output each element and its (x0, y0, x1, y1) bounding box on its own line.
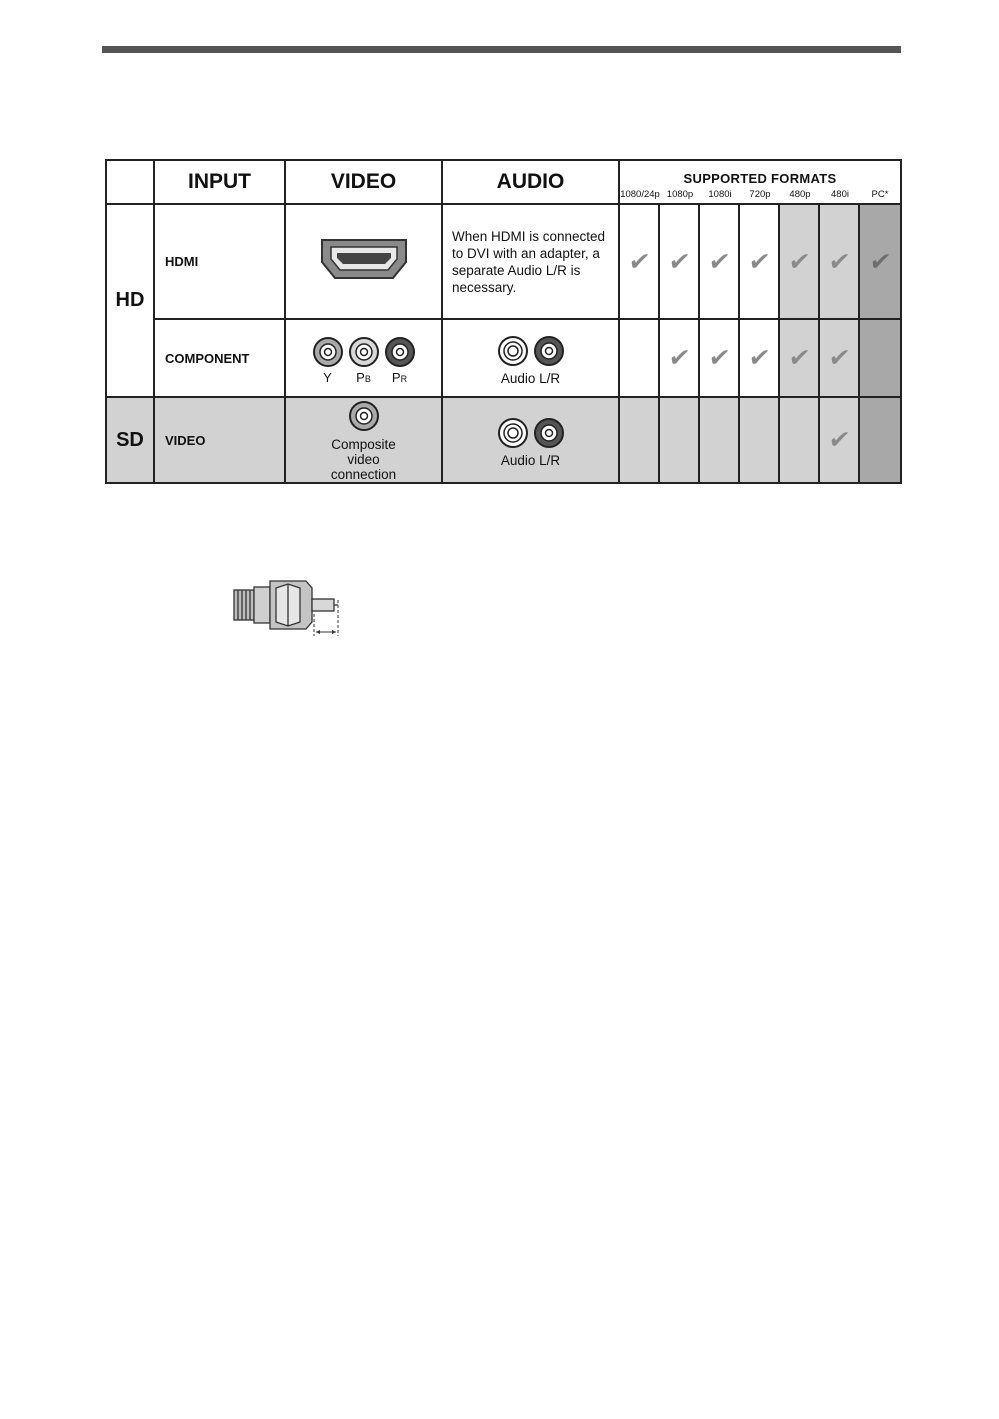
checkmark-icon: ✔ (666, 343, 692, 372)
check-cell (739, 204, 779, 319)
row-hdmi (106, 204, 901, 319)
format-label: 480i (831, 188, 849, 200)
row-video (106, 397, 901, 483)
top-rule (102, 46, 901, 53)
composite-caption: Composite video connection (330, 437, 397, 482)
coax-connector-illustration (232, 578, 344, 638)
audio-label: Audio L/R (500, 370, 561, 386)
check-cell (659, 204, 699, 319)
composite-jack (285, 397, 442, 483)
check-cell (859, 204, 901, 319)
input-hdmi: HDMI (154, 204, 285, 319)
header-video: VIDEO (285, 160, 442, 204)
label-y: Y (323, 369, 332, 385)
row-component (106, 319, 901, 397)
audio-right-jack-icon (533, 335, 565, 367)
check-cell (699, 319, 739, 397)
checkmark-icon: ✔ (746, 246, 772, 276)
input-video: VIDEO (154, 397, 285, 483)
format-label: 480p (789, 188, 811, 200)
check-cell (659, 319, 699, 397)
format-label: 720p (749, 188, 771, 200)
checkmark-icon: ✔ (666, 246, 692, 276)
checkmark-icon: ✔ (826, 246, 852, 276)
group-sd: SD (106, 397, 154, 483)
check-cell (699, 204, 739, 319)
empty-cell (859, 319, 901, 397)
empty-cell (619, 319, 659, 397)
checkmark-icon: ✔ (706, 246, 732, 276)
format-label: 1080p (666, 188, 694, 200)
supported-formats-title: SUPPORTED FORMATS (683, 170, 837, 186)
checkmark-icon: ✔ (786, 343, 812, 372)
group-hd: HD (106, 204, 154, 397)
empty-cell (739, 397, 779, 483)
empty-cell (659, 397, 699, 483)
checkmark-icon: ✔ (867, 246, 893, 276)
jack-y-icon (312, 336, 344, 368)
format-label: 1080i (708, 188, 732, 200)
check-cell (779, 204, 819, 319)
audio-label: Audio L/R (500, 452, 561, 468)
empty-cell (859, 397, 901, 483)
checkmark-icon: ✔ (706, 343, 732, 372)
connection-matrix (105, 159, 902, 484)
jack-pr-icon (384, 336, 416, 368)
hdmi-audio-note: When HDMI is connected to DVI with an adapter, a separate Audio L/R is necessary. (442, 204, 619, 319)
video-audio (442, 397, 619, 483)
format-label: 1080/24p (620, 188, 660, 200)
audio-left-jack-icon (497, 417, 529, 449)
composite-jack-icon (348, 400, 380, 432)
checkmark-icon: ✔ (786, 246, 812, 276)
audio-right-jack-icon (533, 417, 565, 449)
hdmi-port-icon (285, 204, 442, 319)
checkmark-icon: ✔ (746, 343, 772, 372)
check-cell (619, 204, 659, 319)
jack-pb-icon (348, 336, 380, 368)
audio-left-jack-icon (497, 335, 529, 367)
checkmark-icon: ✔ (826, 425, 852, 454)
empty-cell (699, 397, 739, 483)
checkmark-icon: ✔ (826, 343, 852, 372)
label-pr: PR (391, 369, 408, 385)
corner-cell (106, 160, 154, 204)
empty-cell (619, 397, 659, 483)
component-audio (442, 319, 619, 397)
input-component: COMPONENT (154, 319, 285, 397)
check-cell (819, 319, 859, 397)
empty-cell (779, 397, 819, 483)
format-label: PC* (871, 188, 889, 200)
component-jacks (285, 319, 442, 397)
label-pb: PB (356, 369, 371, 385)
check-cell (819, 397, 859, 483)
check-cell (779, 319, 819, 397)
header-supported-formats (619, 160, 901, 204)
header-input: INPUT (154, 160, 285, 204)
check-cell (819, 204, 859, 319)
check-cell (739, 319, 779, 397)
header-audio: AUDIO (442, 160, 619, 204)
checkmark-icon: ✔ (626, 246, 652, 276)
